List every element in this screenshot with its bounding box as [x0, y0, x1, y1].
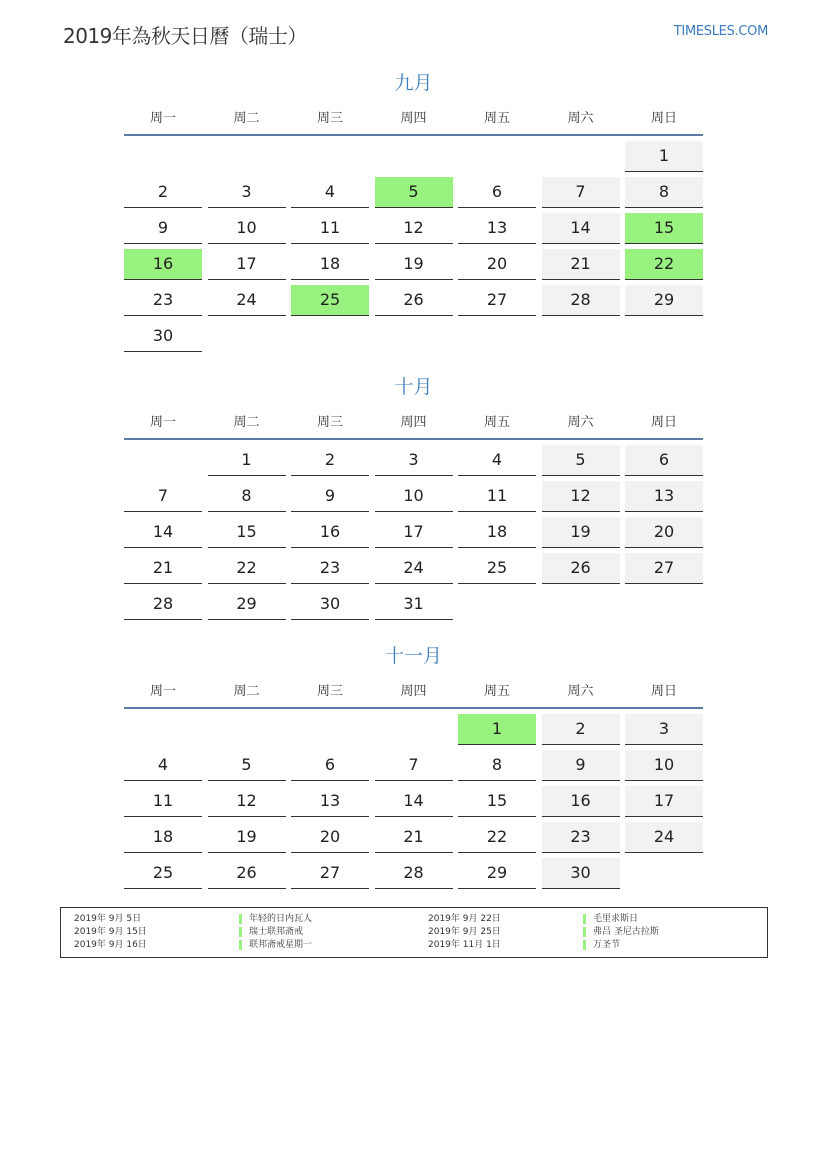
day-cell[interactable]: 26 — [208, 858, 286, 889]
empty-cell — [375, 714, 453, 745]
weekday-label: 周五 — [483, 684, 510, 699]
holiday-name: 毛里求斯日 — [593, 914, 639, 924]
empty-cell — [542, 321, 620, 352]
month-october — [124, 372, 703, 620]
weekday-label: 周三 — [316, 415, 343, 430]
empty-cell — [124, 445, 202, 476]
day-cell[interactable]: 19 — [208, 822, 286, 853]
day-cell[interactable]: 4 — [458, 445, 536, 476]
day-cell[interactable]: 1 — [208, 445, 286, 476]
holiday-name: 联邦斋戒星期一 — [249, 940, 313, 950]
month-name: 十一月 — [384, 645, 442, 667]
day-cell[interactable]: 10 — [375, 481, 453, 512]
weekend-day-cell[interactable]: 27 — [625, 553, 703, 584]
day-cell[interactable]: 23 — [291, 553, 369, 584]
weekend-day-cell[interactable]: 6 — [625, 445, 703, 476]
day-cell[interactable]: 11 — [458, 481, 536, 512]
empty-cell — [458, 321, 536, 352]
holiday-color-marker — [239, 940, 242, 950]
weekday-label: 周五 — [483, 415, 510, 430]
holiday-name: 万圣节 — [593, 940, 621, 950]
day-cell[interactable]: 22 — [458, 822, 536, 853]
weekday-label: 周六 — [567, 415, 594, 430]
day-cell[interactable]: 4 — [291, 177, 369, 208]
holiday-date: 2019年 9月 15日 — [74, 927, 147, 937]
weekday-label: 周三 — [316, 111, 343, 126]
month-november — [124, 641, 703, 889]
day-cell[interactable]: 25 — [458, 553, 536, 584]
holiday-day-cell[interactable]: 1 — [458, 714, 536, 745]
weekend-day-cell[interactable]: 2 — [542, 714, 620, 745]
weekday-label: 周六 — [567, 111, 594, 126]
day-cell[interactable]: 28 — [375, 858, 453, 889]
weekend-day-cell[interactable]: 28 — [542, 285, 620, 316]
day-grid — [124, 445, 703, 620]
month-september — [124, 68, 703, 352]
holiday-name: 瑞士联邦斋戒 — [249, 927, 304, 937]
day-cell[interactable]: 10 — [208, 213, 286, 244]
empty-cell — [375, 321, 453, 352]
weekday-label: 周三 — [316, 684, 343, 699]
weekend-day-cell[interactable]: 13 — [625, 481, 703, 512]
empty-cell — [625, 589, 703, 620]
weekday-label: 周日 — [650, 684, 677, 699]
page-title: 2019年為秋天日曆（瑞士） — [63, 24, 307, 48]
brand-logo[interactable]: TIMESLES.COM — [673, 24, 768, 39]
day-cell[interactable]: 16 — [291, 517, 369, 548]
holiday-day-cell[interactable]: 22 — [625, 249, 703, 280]
empty-cell — [375, 141, 453, 172]
day-cell[interactable]: 18 — [291, 249, 369, 280]
weekend-day-cell[interactable]: 3 — [625, 714, 703, 745]
holiday-name: 年轻的日内瓦人 — [249, 914, 313, 924]
weekend-day-cell[interactable]: 1 — [625, 141, 703, 172]
holiday-date: 2019年 9月 22日 — [428, 914, 501, 924]
empty-cell — [208, 321, 286, 352]
day-cell[interactable]: 9 — [291, 481, 369, 512]
day-cell[interactable]: 17 — [208, 249, 286, 280]
empty-cell — [542, 141, 620, 172]
day-cell[interactable]: 18 — [124, 822, 202, 853]
weekend-day-cell[interactable]: 7 — [542, 177, 620, 208]
empty-cell — [291, 714, 369, 745]
day-cell[interactable]: 19 — [375, 249, 453, 280]
empty-cell — [625, 321, 703, 352]
holiday-date: 2019年 9月 5日 — [74, 914, 142, 924]
weekend-day-cell[interactable]: 24 — [625, 822, 703, 853]
day-cell[interactable]: 21 — [375, 822, 453, 853]
empty-cell — [208, 141, 286, 172]
day-cell[interactable]: 6 — [458, 177, 536, 208]
holiday-date: 2019年 9月 16日 — [74, 940, 147, 950]
day-cell[interactable]: 15 — [208, 517, 286, 548]
day-cell[interactable]: 8 — [208, 481, 286, 512]
holiday-day-cell[interactable]: 5 — [375, 177, 453, 208]
empty-cell — [458, 141, 536, 172]
day-cell[interactable]: 30 — [291, 589, 369, 620]
day-cell[interactable]: 7 — [124, 481, 202, 512]
weekend-day-cell[interactable]: 10 — [625, 750, 703, 781]
weekday-label: 周一 — [149, 415, 176, 430]
day-cell[interactable]: 29 — [208, 589, 286, 620]
weekend-day-cell[interactable]: 14 — [542, 213, 620, 244]
day-grid — [124, 714, 703, 889]
empty-cell — [291, 141, 369, 172]
day-cell[interactable]: 15 — [458, 786, 536, 817]
weekend-day-cell[interactable]: 8 — [625, 177, 703, 208]
day-cell[interactable]: 7 — [375, 750, 453, 781]
weekend-day-cell[interactable]: 21 — [542, 249, 620, 280]
day-cell[interactable]: 27 — [458, 285, 536, 316]
day-cell[interactable]: 6 — [291, 750, 369, 781]
holiday-day-cell[interactable]: 16 — [124, 249, 202, 280]
empty-cell — [124, 141, 202, 172]
day-cell[interactable]: 9 — [124, 213, 202, 244]
weekday-label: 周五 — [483, 111, 510, 126]
month-name: 九月 — [394, 72, 433, 94]
empty-cell — [208, 714, 286, 745]
day-cell[interactable]: 14 — [375, 786, 453, 817]
day-cell[interactable]: 13 — [291, 786, 369, 817]
weekday-header — [124, 677, 703, 709]
day-cell[interactable]: 30 — [124, 321, 202, 352]
holiday-name: 弗吕 圣尼古拉斯 — [593, 927, 659, 937]
empty-cell — [625, 858, 703, 889]
weekday-label: 周四 — [400, 111, 427, 126]
day-cell[interactable]: 12 — [375, 213, 453, 244]
day-cell[interactable]: 11 — [291, 213, 369, 244]
weekend-day-cell[interactable]: 20 — [625, 517, 703, 548]
weekend-day-cell[interactable]: 30 — [542, 858, 620, 889]
holiday-date: 2019年 9月 25日 — [428, 927, 501, 937]
day-cell[interactable]: 20 — [458, 249, 536, 280]
holiday-legend — [60, 907, 768, 958]
weekend-day-cell[interactable]: 23 — [542, 822, 620, 853]
weekday-header — [124, 408, 703, 440]
day-cell[interactable]: 29 — [458, 858, 536, 889]
holiday-day-cell[interactable]: 25 — [291, 285, 369, 316]
day-cell[interactable]: 21 — [124, 553, 202, 584]
day-cell[interactable]: 4 — [124, 750, 202, 781]
weekend-day-cell[interactable]: 16 — [542, 786, 620, 817]
day-cell[interactable]: 12 — [208, 786, 286, 817]
weekend-day-cell[interactable]: 17 — [625, 786, 703, 817]
empty-cell — [458, 589, 536, 620]
weekend-day-cell[interactable]: 29 — [625, 285, 703, 316]
day-cell[interactable]: 26 — [375, 285, 453, 316]
day-cell[interactable]: 8 — [458, 750, 536, 781]
weekend-day-cell[interactable]: 9 — [542, 750, 620, 781]
weekend-day-cell[interactable]: 19 — [542, 517, 620, 548]
day-cell[interactable]: 3 — [375, 445, 453, 476]
weekday-label: 周日 — [650, 111, 677, 126]
day-cell[interactable]: 27 — [291, 858, 369, 889]
empty-cell — [542, 589, 620, 620]
holiday-day-cell[interactable]: 15 — [625, 213, 703, 244]
holiday-color-marker — [583, 914, 586, 924]
day-cell[interactable]: 2 — [124, 177, 202, 208]
weekday-label: 周二 — [233, 684, 260, 699]
weekday-label: 周二 — [233, 415, 260, 430]
weekend-day-cell[interactable]: 12 — [542, 481, 620, 512]
holiday-color-marker — [239, 927, 242, 937]
weekday-label: 周日 — [650, 415, 677, 430]
weekday-label: 周四 — [400, 415, 427, 430]
holiday-color-marker — [583, 940, 586, 950]
holiday-color-marker — [239, 914, 242, 924]
day-cell[interactable]: 22 — [208, 553, 286, 584]
weekday-label: 周六 — [567, 684, 594, 699]
day-cell[interactable]: 5 — [208, 750, 286, 781]
day-cell[interactable]: 14 — [124, 517, 202, 548]
weekday-label: 周一 — [149, 684, 176, 699]
empty-cell — [124, 714, 202, 745]
month-name: 十月 — [394, 376, 433, 398]
weekday-header — [124, 104, 703, 136]
day-cell[interactable]: 17 — [375, 517, 453, 548]
day-cell[interactable]: 13 — [458, 213, 536, 244]
day-cell[interactable]: 31 — [375, 589, 453, 620]
day-cell[interactable]: 25 — [124, 858, 202, 889]
weekday-label: 周四 — [400, 684, 427, 699]
day-cell[interactable]: 28 — [124, 589, 202, 620]
empty-cell — [291, 321, 369, 352]
holiday-color-marker — [583, 927, 586, 937]
weekend-day-cell[interactable]: 26 — [542, 553, 620, 584]
weekday-label: 周一 — [149, 111, 176, 126]
day-cell[interactable]: 24 — [208, 285, 286, 316]
weekend-day-cell[interactable]: 5 — [542, 445, 620, 476]
day-cell[interactable]: 18 — [458, 517, 536, 548]
day-cell[interactable]: 3 — [208, 177, 286, 208]
weekday-label: 周二 — [233, 111, 260, 126]
day-cell[interactable]: 24 — [375, 553, 453, 584]
day-cell[interactable]: 20 — [291, 822, 369, 853]
day-cell[interactable]: 23 — [124, 285, 202, 316]
day-cell[interactable]: 11 — [124, 786, 202, 817]
day-cell[interactable]: 2 — [291, 445, 369, 476]
holiday-date: 2019年 11月 1日 — [428, 940, 501, 950]
day-grid — [124, 141, 703, 352]
